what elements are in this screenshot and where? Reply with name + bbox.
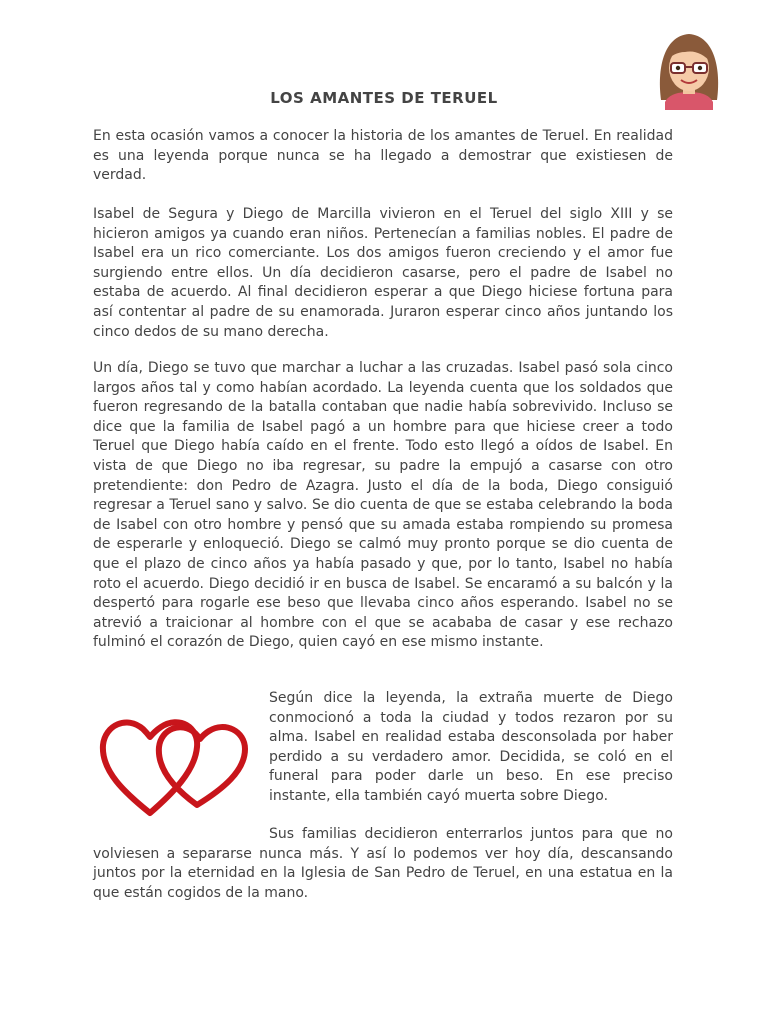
- paragraph-intro: En esta ocasión vamos a conocer la historia de los amantes de Teruel. En realidad es una leyenda porque nunca se ha llegado a demostrar que existiesen de verdad.: [93, 128, 673, 184]
- paragraph-legend: Según dice la leyenda, la extraña muerte de Diego conmocionó a toda la ciudad y todos rezaron por su alma. Isabel en realidad estaba desconsolada por haber perdido a su verdadero amor. Decidida, se coló en el funeral para poder darle un beso. En ese preciso instante, ella también cayó muerta sobre Diego.: [269, 690, 673, 804]
- hearts-icon: [95, 705, 260, 825]
- paragraph-story: Un día, Diego se tuvo que marchar a luchar a las cruzadas. Isabel pasó sola cinco largos años tal y como habían acordado. La leyenda cuenta que los soldados que fueron regresando de la batalla contaban que nadie había sobrevivido. Incluso se dice que la familia de Isabel pagó a un hombre para que hiciese creer a todo Teruel que Diego había caído en el frente. Todo esto llegó a oídos de Isabel. En vista de que Diego no iba regresar, su padre la empujó a casarse con otro pretendiente: don Pedro de Azagra. Justo el día de la boda, Diego consiguió regresar a Teruel sano y salvo. Se dio cuenta de que se estaba celebrando la boda de Isabel con otro hombre y pensó que su amada estaba rompiendo su promesa de esperarle y enloqueció. Diego se calmó muy pronto porque se dio cuenta de que el plazo de cinco años ya había pasado y que, por lo tanto, Isabel no había roto el acuerdo. Diego decidió ir en busca de Isabel. Se encaramó a su balcón y la despertó para rogarle ese beso que llevaba cinco años esperando. Isabel no se atrevió a traicionar al hombre con el que se acababa de casar y ese rechazo fulminó el corazón de Diego, quien cayó en ese mismo instante.: [93, 360, 673, 651]
- paragraph-ending-first-line: Sus familias decidieron enterrarlos juntos para que no: [269, 826, 673, 842]
- paragraph-ending: [93, 825, 673, 903]
- page-title: LOS AMANTES DE TERUEL: [270, 89, 498, 107]
- paragraph-ending-rest: volviesen a separarse nunca más. Y así lo podemos ver hoy día, descansando juntos por la eternidad en la Iglesia de San Pedro de Teruel, en una estatua en la que están cogidos de la mano.: [93, 845, 673, 901]
- paragraph-background: Isabel de Segura y Diego de Marcilla vivieron en el Teruel del siglo XIII y se hicieron amigos ya cuando eran niños. Pertenecían a familias nobles. El padre de Isabel era un rico comerciante. Los dos amigos fueron creciendo y el amor fue surgiendo entre ellos. Un día decidieron casarse, pero el padre de Isabel no estaba de acuerdo. Al final decidieron esperar a que Diego hiciese fortuna para así contentar al padre de su enamorada. Juraron esperar cinco años juntando los cinco dedos de su mano derecha.: [93, 206, 673, 340]
